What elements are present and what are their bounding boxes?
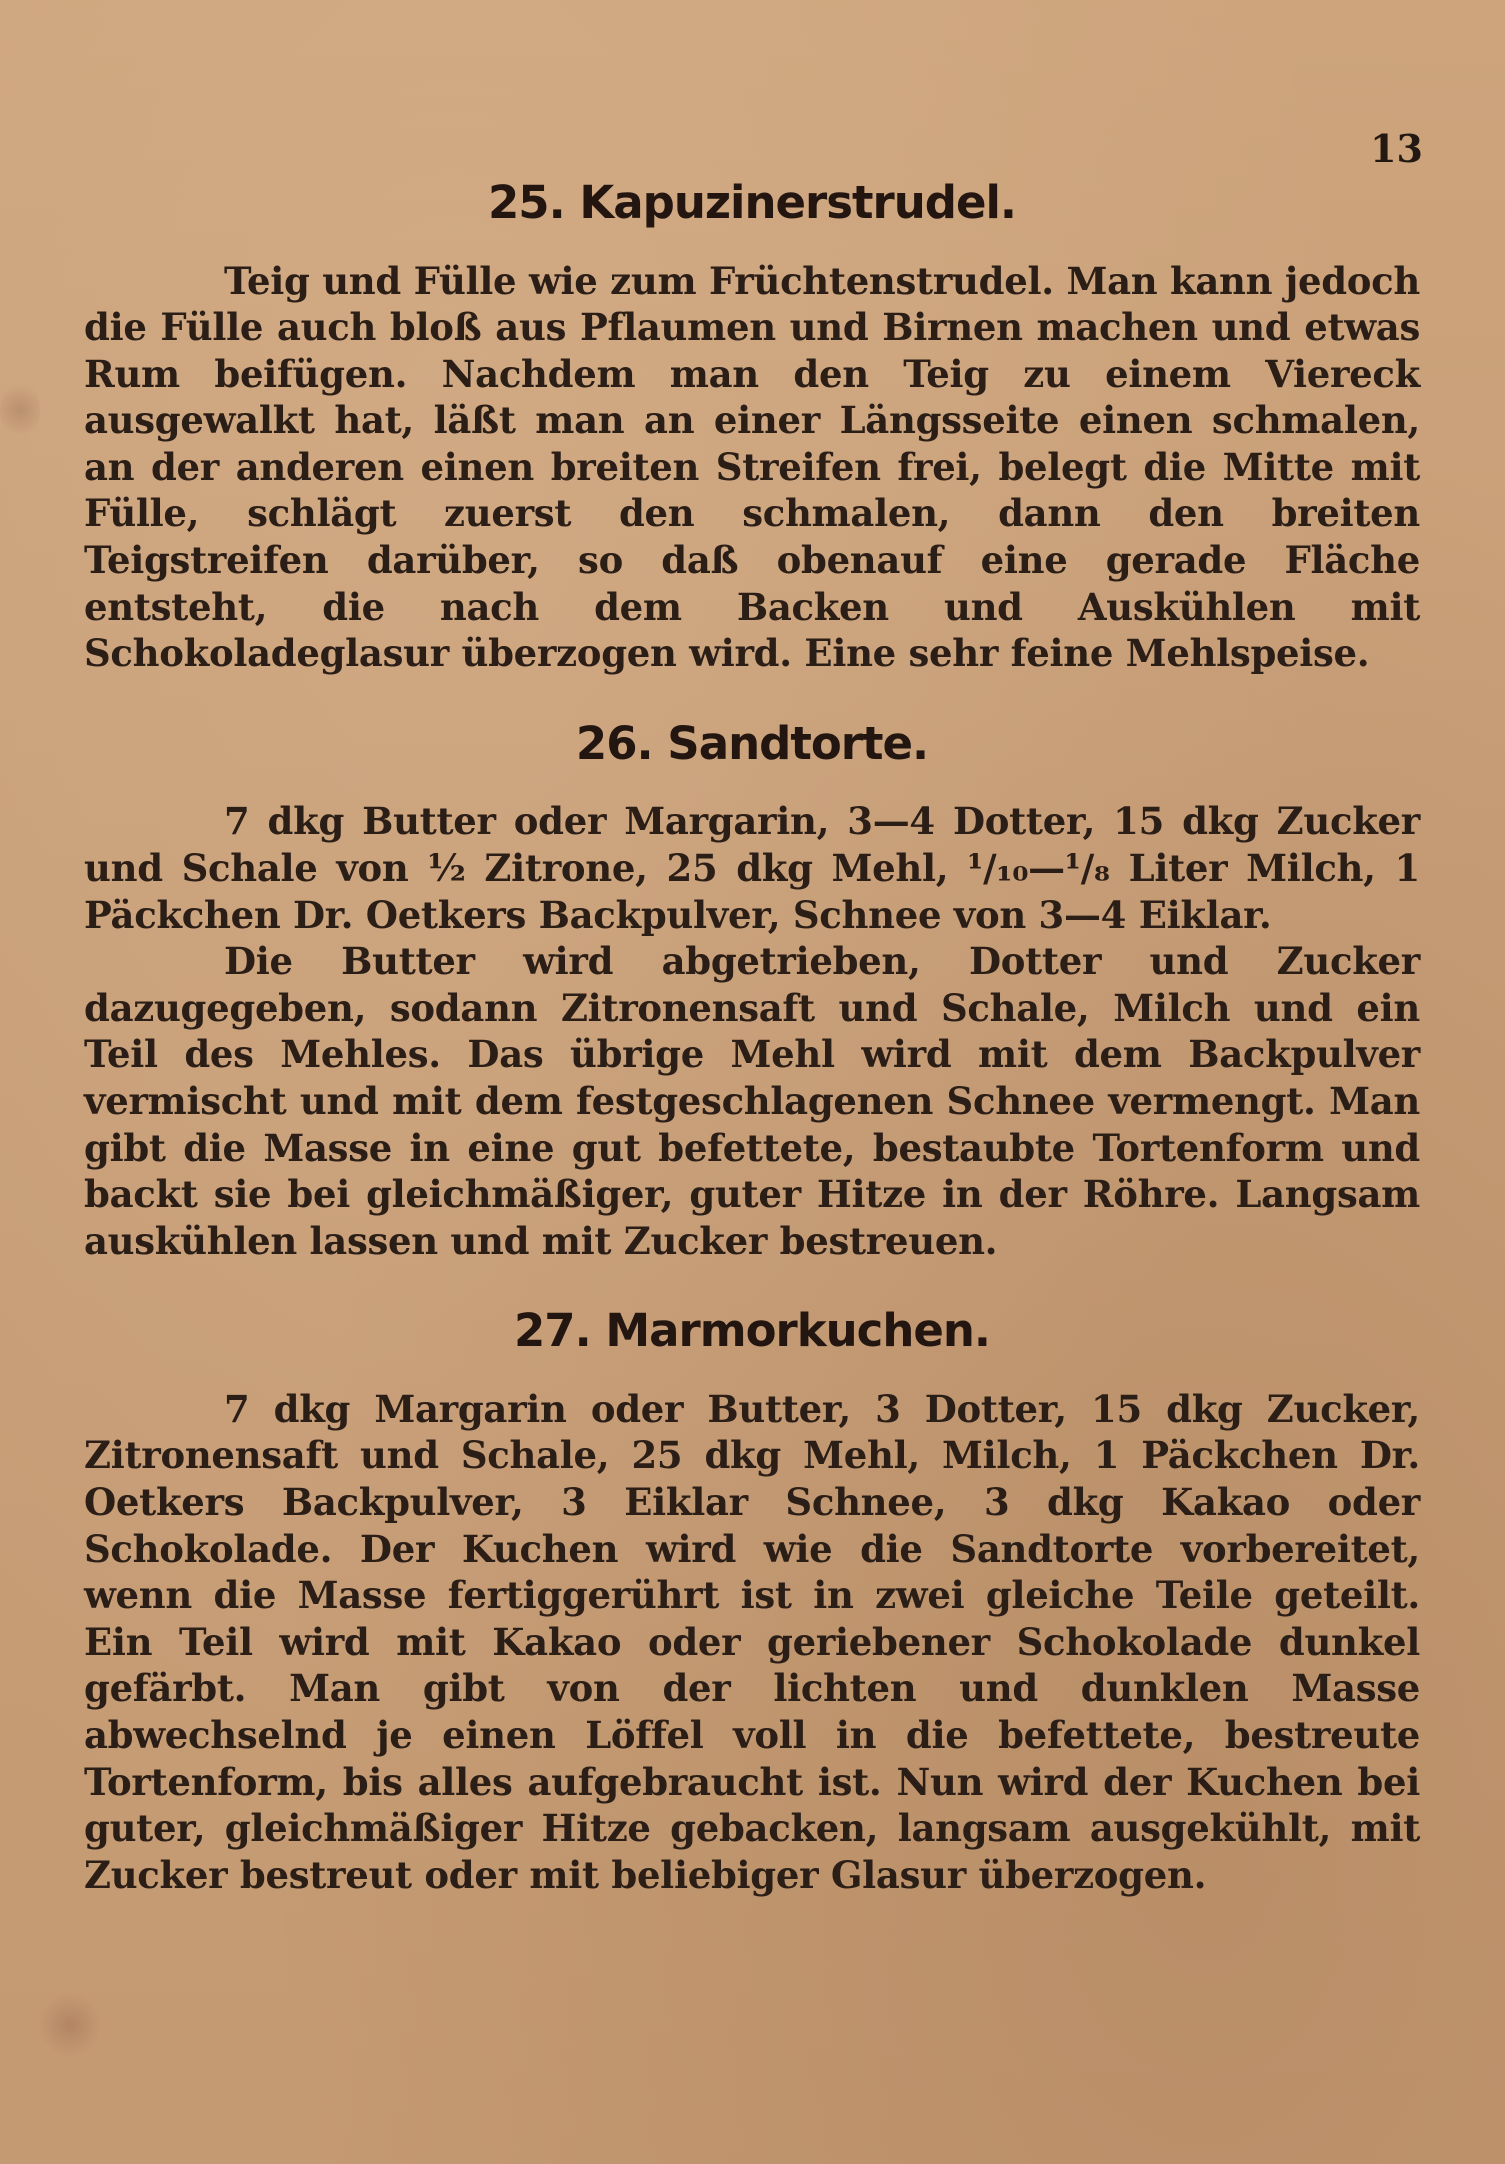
ingredients-paragraph: 7 dkg Butter oder Margarin, 3—4 Dotter, 15 dkg Zucker und Schale von ½ Zitrone, 25 dkg Mehl, ¹/₁₀—¹/₈ Liter Milch, 1 Päckchen Dr. Oetkers Backpulver, Schnee von 3—4 Eiklar. — [84, 799, 1420, 937]
recipe-paragraph: Teig und Fülle wie zum Früchtenstrudel. Man kann jedoch die Fülle auch bloß aus Pflaumen und Birnen machen und etwas Rum beifügen. Nachdem man den Teig zu einem Viereck ausgewalkt hat, läßt man an einer Längsseite einen schmalen, an der anderen einen breiten Streifen frei, belegt die Mitte mit Fülle, schlägt zuerst den schmalen, dann den breiten Teigstreifen darüber, so daß obenauf eine gerade Fläche entsteht, die nach dem Backen und Auskühlen mit Schokoladeglasur überzogen wird. Eine sehr feine Mehlspeise. — [84, 258, 1420, 676]
recipe-kapuzinerstrudel — [84, 178, 1420, 677]
recipe-title: 26. Sandtorte. — [575, 716, 929, 770]
page-content — [84, 178, 1420, 1898]
recipe-paragraph: Die Butter wird abgetrieben, Dotter und Zucker dazugegeben, sodann Zitronensaft und Schale, Milch und ein Teil des Mehles. Das übrige Mehl wird mit dem Backpulver vermischt und mit dem festgeschlagenen Schnee vermengt. Man gibt die Masse in eine gut befettete, bestaubte Tortenform und backt sie bei gleichmäßiger, guter Hitze in der Röhre. Langsam auskühlen lassen und mit Zucker bestreuen. — [84, 939, 1420, 1263]
recipe-sandtorte — [84, 716, 1420, 1264]
recipe-title: 25. Kapuzinerstrudel. — [487, 176, 1016, 229]
recipe-marmorkuchen — [84, 1306, 1420, 1898]
page-stain — [0, 380, 40, 440]
recipe-title: 27. Marmorkuchen. — [513, 1304, 991, 1358]
page-stain — [40, 1990, 100, 2060]
recipe-paragraph: 7 dkg Margarin oder Butter, 3 Dotter, 15 dkg Zucker, Zitronensaft und Schale, 25 dkg Mehl, Milch, 1 Päckchen Dr. Oetkers Backpulver, 3 Eiklar Schnee, 3 dkg Kakao oder Schokolade. Der Kuchen wird wie die Sandtorte vorbereitet, wenn die Masse fertiggerührt ist in zwei gleiche Teile geteilt. Ein Teil wird mit Kakao oder geriebener Schokolade dunkel gefärbt. Man gibt von der lichten und dunklen Masse abwechselnd je einen Löffel voll in die befettete, bestreute Tortenform, bis alles aufgebraucht ist. Nun wird der Kuchen bei guter, gleichmäßiger Hitze gebacken, langsam ausgekühlt, mit Zucker bestreut oder mit beliebiger Glasur überzogen. — [84, 1386, 1420, 1897]
page-number: 13 — [1370, 126, 1423, 171]
